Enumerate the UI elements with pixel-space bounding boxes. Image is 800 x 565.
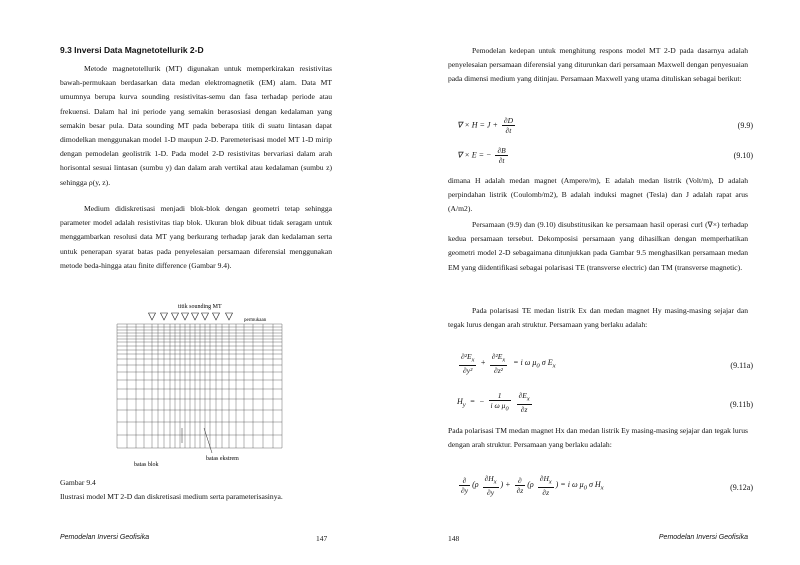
sounding-triangle — [161, 313, 168, 320]
left-paragraph-1: Metode magnetotellurik (MT) digunakan untuk memperkirakan resistivitas bawah-permukaan berdasarkan data medan elektromagnetik (EM) alam. Data MT umumnya berupa kurva sounding resistivitas-semu dan fasa terhadap periode atau frekuensi. Dalam hal ini periode yang semakin berasosiasi dengan kedalaman yang semakin besar pula. Data sounding MT pada beberapa titik di suatu lintasan dapat dimodelkan menggunakan model 1-D maupun 2-D. Paremeterisasi model MT 1-D mirip dengan pemodelan geolistrik 1-D. Pada model 2-D resistivitas bervariasi dalam arah horisontal sesuai lintasan (sumbu y) dan dalam arah vertikal atau kedalaman (sumbu z) sehingga ρ(y, z). — [60, 64, 332, 187]
fig-label-sounding: titik sounding MT — [178, 304, 222, 310]
right-page-number: 148 — [448, 534, 460, 543]
fig-label-block-boundary: batas blok — [134, 462, 159, 468]
equation-9-12a: $\frac{\partial}{\partial y}$ (ρ $\frac{\partial H_x}{\partial y}$ ) + $\frac{\partial}{\partial z}$ (ρ $\frac{\partial H_x}{\partial z}$ ) = i ω $\mu_0$ σ $H_x$ (9.12a) — [461, 474, 753, 497]
right-paragraph-4: Pada polarisasi TE medan listrik Ex dan medan magnet Hy masing-masing sejajar dan tegak lurus dengan arah struktur. Persamaan yang berlaku adalah: — [448, 306, 748, 330]
eq4-number: (9.11b) — [729, 400, 753, 409]
equation-9-10: ∇ × E = − $\frac{\partial B}{\partial t}$ (9.10) — [457, 146, 753, 165]
eq5-number: (9.12a) — [730, 483, 753, 492]
eq1-lhs: ∇ × H = J + — [457, 120, 498, 130]
right-paragraph-1: Pemodelan kedepan untuk menghitung respons model MT 2-D pada dasarnya adalah penyelesaian persamaan diferensial yang diturunkan dari persamaan Maxwell dengan penyesuaian pada dimensi medium yang ditinjau. Persamaan Maxwell yang utama dituliskan sebagai berikut: — [448, 46, 748, 84]
section-heading: 9.3 Inversi Data Magnetotellurik 2-D — [60, 45, 204, 55]
eq2-number: (9.10) — [733, 151, 753, 160]
equation-9-9: ∇ × H = J + $\frac{\partial D}{\partial t}$ (9.9) — [457, 116, 753, 135]
figure-caption-title: Gambar 9.4 — [60, 478, 96, 487]
mt-model-figure — [112, 298, 290, 474]
figure-caption-text: Ilustrasi model MT 2-D dan diskretisasi medium serta parameterisasinya. — [60, 492, 283, 501]
sounding-triangle — [213, 313, 220, 320]
sounding-triangle — [172, 313, 179, 320]
fig-label-surface: permukaan — [244, 318, 267, 323]
left-page-number: 147 — [316, 534, 328, 543]
sounding-triangle — [182, 313, 189, 320]
mesh-grid — [117, 324, 282, 448]
left-paragraph-2: Medium didiskretisasi menjadi blok-blok dengan geometri tetap sehingga parameter model adalah resistivitas tiap blok. Ukuran blok dibuat tidak seragam untuk menggambarkan resolusi data MT yang berkurang terhadap jarak dan kedalaman serta untuk penerapan syarat batas pada penyelesaian persamaan diferensial menggunakan metode beda-hingga atau finite difference (Gambar 9.4). — [60, 204, 332, 270]
right-paragraph-5: Pada polarisasi TM medan magnet Hx dan medan listrik Ey masing-masing sejajar dan tegak lurus dengan arah struktur. Persamaan yang berlaku adalah: — [448, 426, 748, 450]
sounding-triangle — [202, 313, 209, 320]
sounding-triangle — [149, 313, 156, 320]
eq1-number: (9.9) — [737, 121, 753, 130]
fig-label-extreme-boundary: batas ekstrem — [206, 456, 239, 462]
eq3-number: (9.11a) — [730, 361, 753, 370]
right-page — [400, 0, 800, 565]
right-paragraph-3: Persamaan (9.9) dan (9.10) disubstitusikan ke persamaan hasil operasi curl (∇×) terhadap kedua persamaan tersebut. Dekomposisi persamaan yang dihasilkan dengan memperhatikan geometri model 2-D sebagaimana ditunjukkan pada Gambar 9.5 menghasilkan persamaan medan EM yang diidentifikasi sebagai polarisasi TE (transverse electric) dan TM (transverse magnetic). — [448, 220, 748, 272]
equation-9-11b: $H_y$ = − $\frac{1}{i \omega \mu_0}$ $\frac{\partial E_x}{\partial z}$ (9.11b) — [457, 391, 753, 414]
eq2-lhs: ∇ × E = − — [457, 150, 492, 160]
right-paragraph-2: dimana H adalah medan magnet (Ampere/m), E adalah medan listrik (Volt/m), D adalah perpindahan listrik (Coulomb/m2), B adalah induksi magnet (Tesla) dan J adalah rapat arus (A/m2). — [448, 176, 748, 214]
right-footer: Pemodelan Inversi Geofisika — [658, 534, 748, 541]
sounding-triangle — [226, 313, 233, 320]
equation-9-11a: $\frac{\partial^2E_x}{\text{∂y²}}$ + $\frac{\partial^2E_x}{\text{∂z²}}$ = i ω $\mu_0$ σ $E_x$ (9.11a) — [461, 352, 753, 375]
sounding-station-markers — [149, 313, 233, 320]
left-footer: Pemodelan Inversi Geofisika — [60, 534, 150, 541]
sounding-triangle — [192, 313, 199, 320]
